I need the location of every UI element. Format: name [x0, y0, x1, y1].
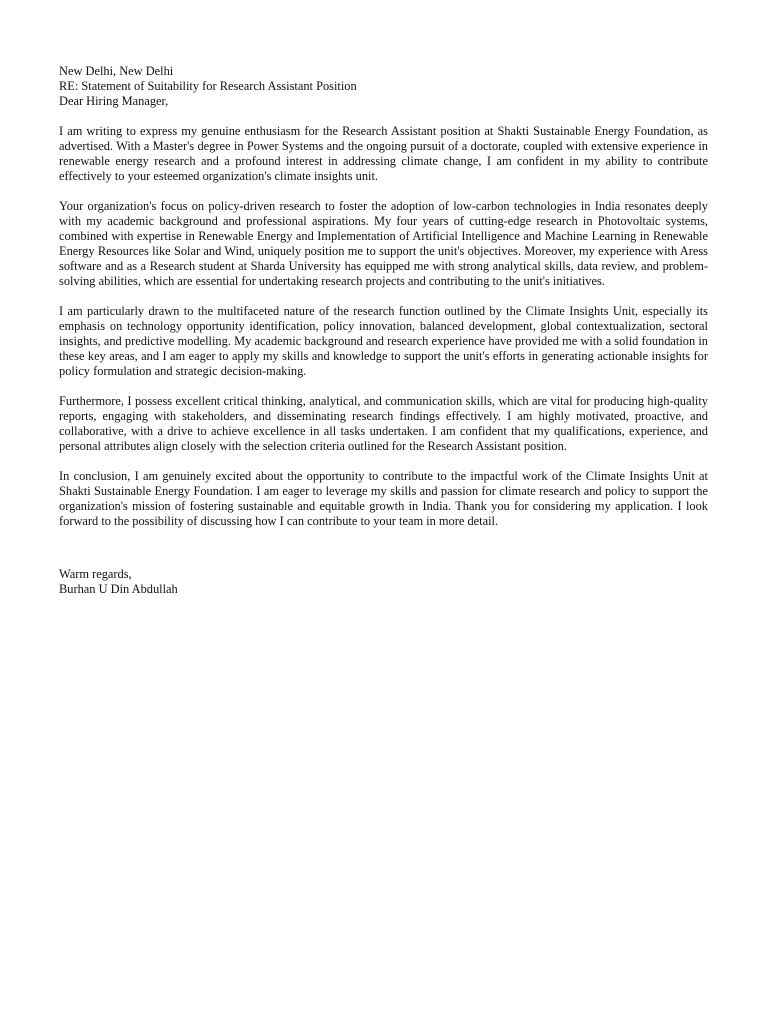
letter-signature-name: Burhan U Din Abdullah	[59, 582, 178, 596]
letter-paragraph-4: Furthermore, I possess excellent critical thinking, analytical, and communication skills, which are vital for producing high-quality reports, engaging with stakeholders, and disseminating research findings effectively. I am highly motivated, proactive, and collaborative, with a drive to achieve excellence in all tasks undertaken. I am confident that my qualifications, experience, and personal attributes align closely with the selection criteria outlined for the Research Assistant position.	[59, 394, 708, 453]
letter-closing: Warm regards,	[59, 567, 132, 581]
letter-subject: RE: Statement of Suitability for Research Assistant Position	[59, 79, 357, 93]
salutation-spacer	[59, 109, 708, 124]
letter-paragraph-1: I am writing to express my genuine enthusiasm for the Research Assistant position at Shakti Sustainable Energy Foundation, as advertised. With a Master's degree in Power Systems and the ongoing pursuit of a doctorate, coupled with extensive experience in renewable energy research and a profound interest in addressing climate change, I am confident in my ability to contribute effectively to your esteemed organization's climate insights unit.	[59, 124, 708, 183]
closing-spacer	[59, 544, 708, 567]
letter-paragraph-3: I am particularly drawn to the multifaceted nature of the research function outlined by the Climate Insights Unit, especially its emphasis on technology opportunity identification, policy innovation, balanced development, global contextualization, sectoral insights, and predictive modelling. My academic background and research experience have provided me with a solid foundation in these key areas, and I am eager to apply my skills and knowledge to support the unit's efforts in generating actionable insights for policy formulation and strategic decision-making.	[59, 304, 708, 378]
letter-paragraph-2: Your organization's focus on policy-driven research to foster the adoption of low-carbon technologies in India resonates deeply with my academic background and professional aspirations. My four years of cutting-edge research in Photovoltaic systems, combined with expertise in Renewable Energy and Implementation of Artificial Intelligence and Machine Learning in Renewable Energy Resources like Solar and Wind, uniquely position me to support the unit's objectives. Moreover, my experience with Aress software and as a Research student at Sharda University has equipped me with strong analytical skills, data review, and problem-solving abilities, which are essential for undertaking research projects and contributing to the unit's initiatives.	[59, 199, 708, 288]
letter-paragraph-5: In conclusion, I am genuinely excited about the opportunity to contribute to the impactful work of the Climate Insights Unit at Shakti Sustainable Energy Foundation. I am eager to leverage my skills and passion for climate research and policy to support the organization's mission of fostering sustainable and equitable growth in India. Thank you for considering my application. I look forward to the possibility of discussing how I can contribute to your team in more detail.	[59, 469, 708, 528]
letter-salutation: Dear Hiring Manager,	[59, 94, 169, 108]
letter-page	[59, 64, 708, 597]
letter-location: New Delhi, New Delhi	[59, 64, 174, 78]
